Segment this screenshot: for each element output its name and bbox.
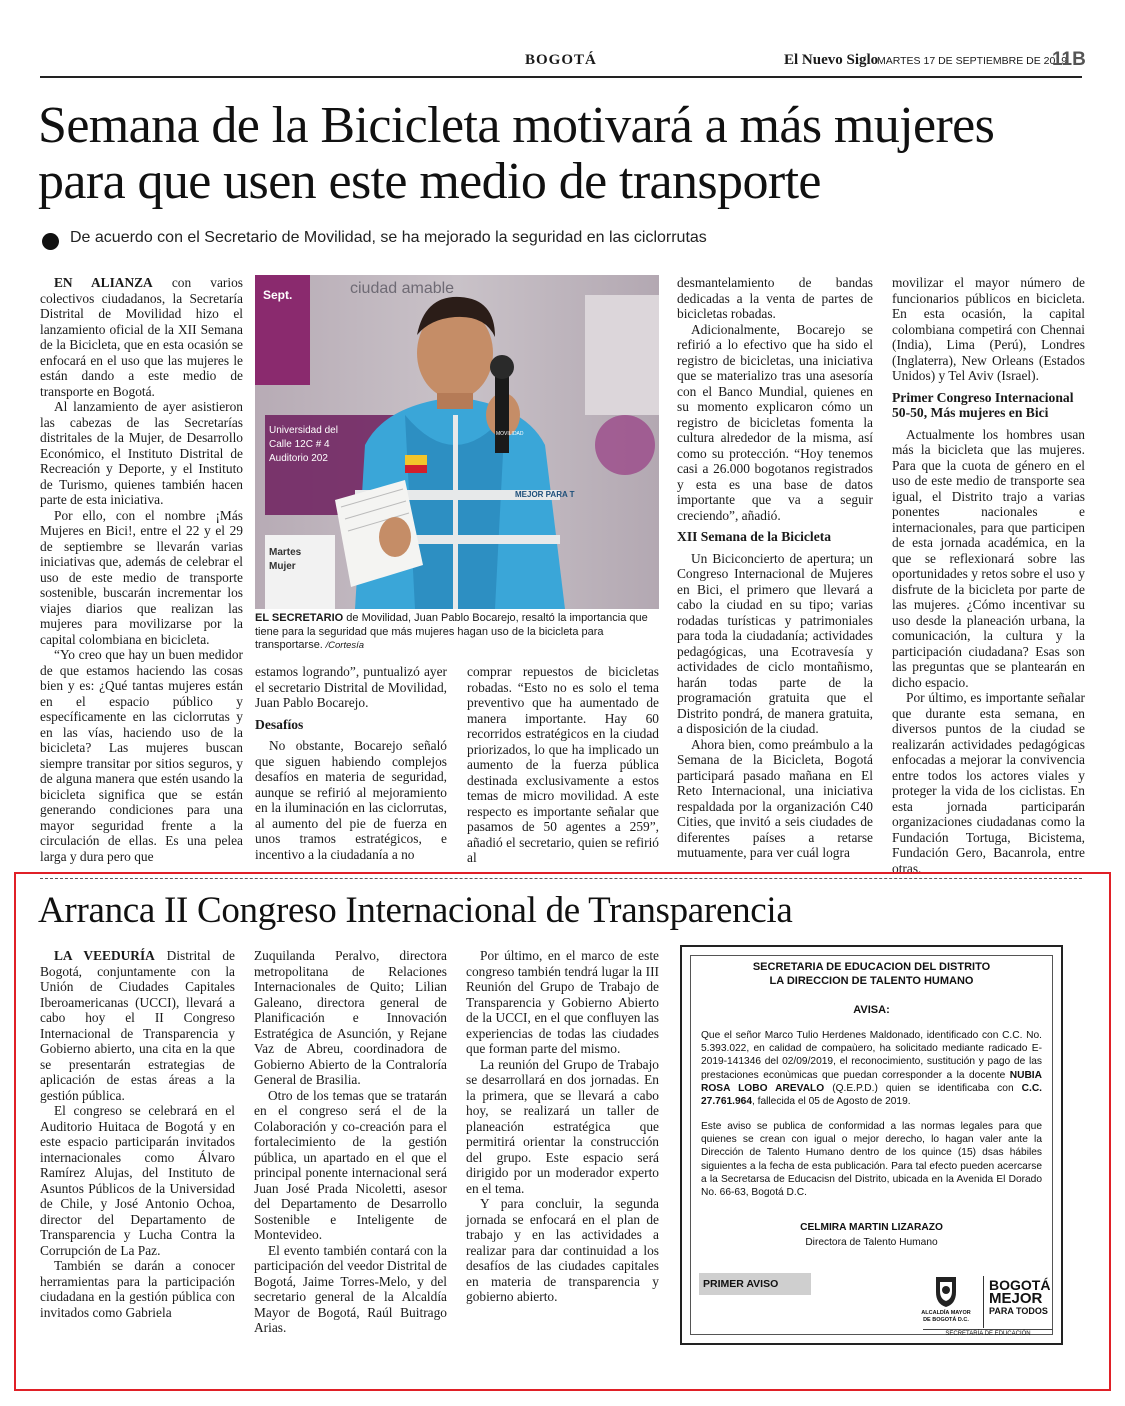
- paragraph: También se darán a conocer herramientas para la participación ciudadana en la gestión pública con invitados como Gabriela: [40, 1258, 235, 1320]
- notice-text: (Q.E.P.D.) quien se identificaba con: [824, 1082, 1022, 1094]
- paragraph: estamos logrando”, puntualizó ayer el secretario Distrital de Movilidad, Juan Pablo Bocarejo.: [255, 664, 447, 710]
- paragraph-text: Distrital de Bogotá, conjuntamente con la Unión de Ciudades Capitales Iberoamericanas (UCCI), llevará a cabo hoy el II Congreso Internacional de Transparencia y Gobierno abierto, una cita en la que se presentarán estrategias de aplicación de estas áreas a la gestión pública.: [40, 948, 235, 1103]
- article-2-column-1: [40, 948, 235, 1348]
- signer-name: CELMIRA MARTIN LIZARAZO: [800, 1222, 943, 1233]
- legal-notice: [680, 945, 1063, 1345]
- article-column-2: [255, 664, 447, 866]
- paragraph: Al lanzamiento de ayer asistieron las cabezas de las Secretarías distritales de la Mujer, de Desarrollo Económico, el Instituto Distrital de Recreación y Deporte, y el Instituto de Turismo, quienes también hacen parte de esta iniciativa.: [40, 399, 243, 507]
- article-column-1: [40, 275, 243, 865]
- paragraph: No obstante, Bocarejo señaló que siguen habiendo complejos desafíos en materia de seguridad, aunque se refirió al mejoramiento en la iluminación en las ciclorrutas, al aumento del pie de fuerza en unos tramos estratégicos, e incentivo a la ciudadanía a no: [255, 738, 447, 862]
- issue-date: MARTES 17 DE SEPTIEMBRE DE 2019: [877, 55, 1068, 67]
- paragraph: [40, 948, 235, 1103]
- paragraph: Por último, en el marco de este congreso también tendrá lugar la III Reunión del Grupo de Trabajo de Transparencia y Gobierno Abierto de la UCCI, en el que confluyen las experiencias de todas las ciudades que forman parte del mismo.: [466, 948, 659, 1056]
- notice-avisa: AVISA:: [853, 1004, 890, 1016]
- mic-label: MOVILIDAD: [496, 431, 524, 437]
- coat-of-arms-icon: [929, 1274, 963, 1308]
- bogota-mejor-logo: [989, 1278, 1050, 1316]
- id-number: C.C. 27.761.964: [701, 1082, 1042, 1108]
- paragraph: El evento también contará con la participación del veedor Distrital de Bogotá, Jaime Torres-Melo, y del secretario general de la Alcaldía Mayor de Bogotá, Raúl Buitrago Arias.: [254, 1242, 447, 1335]
- article-deck: De acuerdo con el Secretario de Movilidad, se ha mejorado la seguridad en las ciclorrutas: [70, 229, 707, 246]
- logo-text: PARA TODOS: [989, 1306, 1048, 1316]
- board-text: Auditorio 202: [269, 453, 328, 464]
- paragraph: Por ello, con el nombre ¡Más Mujeres en Bici!, entre el 22 y el 29 de septiembre se llevarán varias iniciativas que, además de celebrar el uso de este medio de transporte sostenible, buscarán incrementar los viajes diarios que realizan las mujeres para movilizarse por la capital colombiana en bicicleta.: [40, 507, 243, 647]
- bullet-icon: [42, 233, 59, 250]
- headline-line-2: para que usen este medio de transporte: [38, 153, 821, 210]
- subheading: Desafíos: [255, 716, 304, 732]
- lead-in: LA VEEDURÍA: [54, 948, 155, 963]
- notice-paragraph-1: [701, 1029, 1042, 1108]
- lead-in: EN ALIANZA: [54, 275, 153, 290]
- caption-text: de Movilidad, Juan Pablo Bocarejo, resaltó la importancia que tiene para la seguridad que más mujeres hagan uso de la bicicleta para transportarse.: [255, 612, 648, 651]
- jacket-text: MEJOR PARA T: [515, 490, 575, 499]
- signer-title: Directora de Talento Humano: [805, 1237, 938, 1248]
- photo-credit: /Cortesía: [322, 640, 365, 651]
- photo-caption: [255, 612, 659, 653]
- paragraph: Zuquilanda Peralvo, directora metropolitana de Relaciones Internacionales de Quito; Lilian Galeano, directora general de Planificación e Innovación Estratégica de Asunción, y Rejane Vaz de Abreu, coordinadora de Gobierno Abierto de la Contraloría General de Brasilia.: [254, 948, 447, 1087]
- article-2-headline: Arranca II Congreso Internacional de Transparencia: [38, 890, 793, 931]
- paragraph: Ahora bien, como preámbulo a la Semana de la Bicicleta, Bogotá participará pasado mañana en El Reto Internacional, una iniciativa respaldada por la organización C40 Cities, que invitó a seis ciudades de diferentes países a retarse mutuamente, para ver cuál logra: [677, 736, 873, 860]
- alcaldia-logo-text: [915, 1310, 977, 1323]
- paragraph: “Yo creo que hay un buen medidor de que estamos haciendo las cosas bien y es: ¿Qué tantas mujeres están en el espacio público y específicamente en las ciclorrutas y en las vías, haciendo uso de la bicicleta? Las mujeres buscan siempre transitar por sitios seguros, y de alguna manera que estén usando la bicicleta significa que se están generando condiciones para una mayor seguridad frente a la circulación de ellas. Es una pelea larga y dura pero que: [40, 647, 243, 864]
- notice-org: LA DIRECCION DE TALENTO HUMANO: [769, 975, 974, 987]
- paragraph: Actualmente los hombres usan más la bicicleta que las mujeres. Para que la cuota de género en el uso de este medio de transporte sea igual, el Distrito trajo a varias ponentes nacionales e internacionales, para que participen de esta jornada académica, en la que se reflexionará sobre las oportunidades y retos sobre el uso y disfrute de la bicicleta por parte de las mujeres. ¿Cómo incentivar su uso desde la planeación urbana, la comunicación, la cultura y la participación ciudadana? Esas son las preguntas que se plantearán en dicho espacio.: [892, 426, 1085, 690]
- article-column-5: [892, 275, 1085, 876]
- article-column-4: [677, 275, 873, 865]
- board-text: Universidad del: [269, 425, 338, 436]
- sign-text: ciudad amable: [350, 280, 455, 297]
- board-text: Mujer: [269, 561, 296, 572]
- article-photo: [255, 275, 659, 609]
- paragraph: Por último, es importante señalar que durante esta semana, en diversos puntos de la ciudad se realizarán actividades pedagógicas enfocadas a mejorar la convivencia entre todos los actores viales y proteger la vida de los ciclistas. En esta jornada participarán organizaciones ciudadanas como la Fundación Tortuga, Bicistema, Fundación Gero, Bacanrola, entre otras.: [892, 690, 1085, 876]
- sign-text: Sept.: [263, 288, 293, 302]
- headline-line-1: Semana de la Bicicleta motivará a más mujeres: [38, 97, 995, 154]
- logo-text: BOGOTÁ: [989, 1277, 1051, 1293]
- subheading: Primer Congreso Internacional 50-50, Más mujeres en Bici: [892, 389, 1074, 420]
- deceased-name: NUBIA ROSA LOBO AREVALO: [701, 1069, 1042, 1094]
- article-2-column-3: [466, 948, 659, 1348]
- logo-divider: [983, 1276, 984, 1328]
- logo-text: DE BOGOTÁ D.C.: [923, 1316, 969, 1323]
- caption-lead: EL SECRETARIO: [255, 612, 344, 624]
- paragraph: Otro de los temas que se tratarán en el congreso será el de la Colaboración y co-creación para el fortalecimiento de la gestión pública, un apartado en el que el principal ponente internacional será Juan José Prada Nicoletti, asesor del Departamento de Desarrollo Sostenible e Inteligente de Montevideo.: [254, 1087, 447, 1242]
- secretary-photo-illustration: [255, 275, 659, 609]
- paragraph: movilizar el mayor número de funcionarios públicos en bicicleta. En esta ocasión, la capital colombiana competirá con Chennai (India), Lima (Perú), Londres (Inglaterra), New Orleans (Estados Unidos) y Tel Aviv (Israel).: [892, 275, 1085, 383]
- notice-text: Que el señor Marco Tulio Herdenes Maldonado, identificado con C.C. No. 5.393.022, en calidad de compaùero, ha solicitado mediante radicado E-2019-141346 del 02/09/2019, el reconocimiento, sustitución y pago de las prestaciones econùmicas que puedan corresponder a la docente: [701, 1030, 1042, 1081]
- legal-notice-inner: [690, 955, 1053, 1335]
- board-text: Martes: [269, 547, 302, 558]
- paragraph-text: con varios colectivos ciudadanos, la Secretaría Distrital de Movilidad hizo el lanzamiento oficial de la XII Semana de la Bicicleta, que en esta ocasión se enfocará en el uso que las mujeres le están dando a este medio de transporte en Bogotá.: [40, 275, 243, 399]
- secretaria-label: SECRETARÍA DE EDUCACIÓN: [923, 1329, 1053, 1338]
- paragraph: El congreso se celebrará en el Auditorio Huitaca de Bogotá y en este espacio participarán invitados internacionales como Álvaro Ramírez Alujas, del Instituto de Asuntos Públicos de la Universidad de Chile, y José Antonio Ochoa, director del Departamento de Transparencia y Lucha Contra la Corrupción de La Paz.: [40, 1103, 235, 1258]
- logo-text: MEJOR: [989, 1290, 1043, 1307]
- section-name: BOGOTÁ: [525, 52, 597, 68]
- article-2-column-2: [254, 948, 447, 1348]
- notice-text: , fallecida el 05 de Agosto de 2019.: [752, 1096, 911, 1108]
- header-rule: [40, 76, 1082, 78]
- first-notice-label: PRIMER AVISO: [699, 1273, 811, 1295]
- paragraph: Y para concluir, la segunda jornada se enfocará en el plan de trabajo y en las actividades a realizar para dar continuidad a los desafíos de las ciudades capitales en materia de transparencia y gobierno abierto.: [466, 1196, 659, 1304]
- logo-text: ALCALDÍA MAYOR: [921, 1310, 971, 1316]
- paragraph: Adicionalmente, Bocarejo se refirió a lo efectivo que ha sido el registro de bicicletas, una iniciativa que se materializo tras una asesoría con el Banco Mundial, quienes en su momento explicaron cómo un registro de bicicletas fomenta la cultura alrededor de la misma, así como su protección. “Hoy tenemos casi a 26.000 bogotanos registrados y esta es una base de datos importante que va a seguir creciendo”, añadió.: [677, 321, 873, 523]
- article-column-3: [467, 664, 659, 866]
- paragraph: desmantelamiento de bandas dedicadas a la venta de partes de bicicletas robadas.: [677, 275, 873, 321]
- notice-org: SECRETARIA DE EDUCACION DEL DISTRITO: [752, 961, 991, 973]
- paragraph: [40, 275, 243, 399]
- paragraph: comprar repuestos de bicicletas robadas. “Esto no es solo el tema preventivo que ha aumentado de manera importante. Hay 60 recorridos estratégicos en la ciudad priorizados, lo que ha implicado un aumento de la fuerza pública destinada exclusivamente a estos temas de micro movilidad. A este respecto es importante señalar que pasamos de 50 agentes a 259”, añadió el secretario, quien se refirió al: [467, 664, 659, 865]
- paragraph: Un Biciconcierto de apertura; un Congreso Internacional de Mujeres en Bici, el primero que llevará a cabo la ciudad en su tipo; varias rodadas turísticas y patrimoniales para toda la ciudadanía; actividades pedagógicas, una Ecotravesía y actividades de ciclo montañismo, harán todas parte de la programación gratuita que el Distrito pondrá, de manera gratuita, a disposición de la ciudad.: [677, 550, 873, 736]
- article-headline: [38, 98, 1098, 210]
- newspaper-name: El Nuevo Siglo: [784, 52, 879, 68]
- notice-paragraph-2: Este aviso se publica de conformidad a las normas legales para que quienes se crean con igual o mejor derecho, lo hagan valer ante la Dirección de Talento Humano dentro de los quince (15) dsas hábiles siguientes a la fecha de esta publicación. Para tal efecto pueden acercarse a la Secretarsa de Educacisn del Distrito, ubicada en la Avenida El Dorado No. 66-63, Bogotá D.C.: [701, 1121, 1042, 1199]
- paragraph: La reunión del Grupo de Trabajo se desarrollará en dos jornadas. En la primera, que se llevará a cabo hoy, se realizará un taller de planeación estratégica que permitirá orientar la construcción del grupo. Este espacio será dirigido por un moderador experto en el tema.: [466, 1056, 659, 1196]
- subheading: XII Semana de la Bicicleta: [677, 529, 832, 544]
- page-number: 11B: [1052, 49, 1086, 70]
- board-text: Calle 12C # 4: [269, 439, 330, 450]
